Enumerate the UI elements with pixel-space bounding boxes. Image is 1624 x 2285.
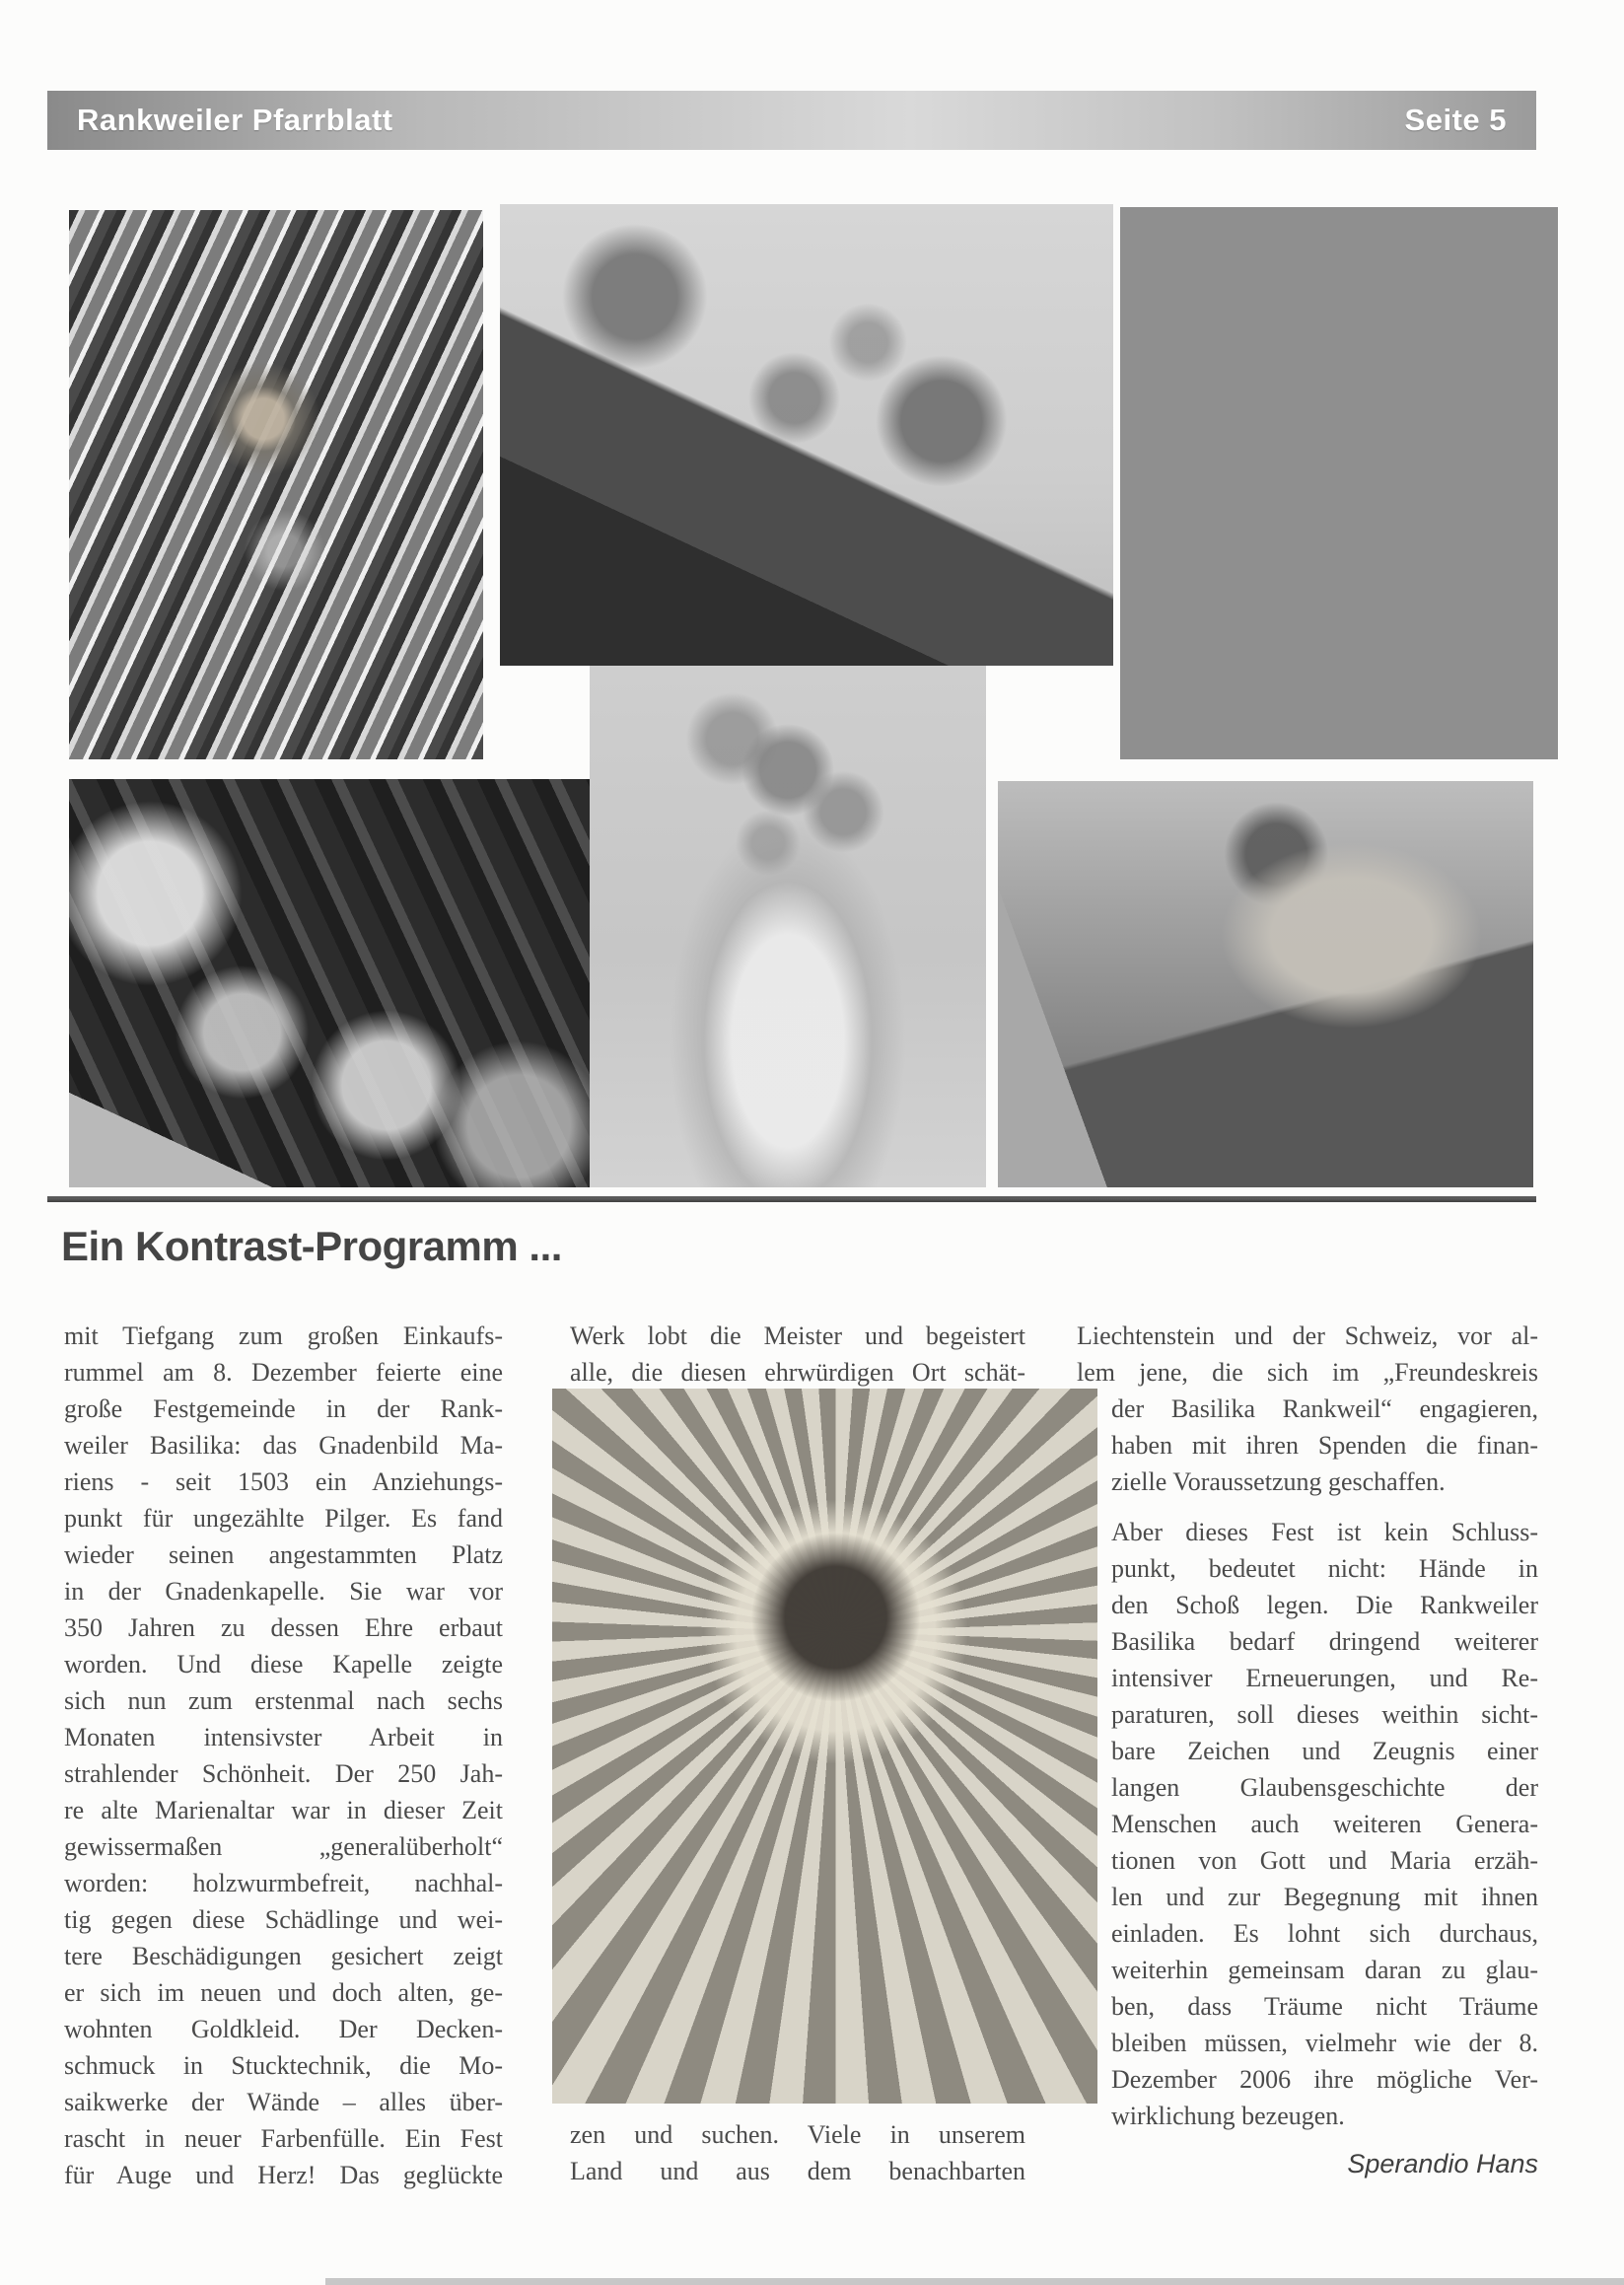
text-line: mit Tiefgang zum großen Einkaufs- <box>64 1321 503 1350</box>
text-line: tig gegen diese Schädlinge und wei- <box>64 1905 503 1934</box>
newsletter-title: Rankweiler Pfarrblatt <box>77 103 393 137</box>
text-line: Basilika bedarf dringend weiterer <box>1111 1627 1538 1656</box>
text-line: rummel am 8. Dezember feierte eine <box>64 1358 503 1387</box>
text-line: bleiben müssen, vielmehr wie der 8. <box>1111 2029 1538 2057</box>
text-line: re alte Marienaltar war in dieser Zeit <box>64 1796 503 1824</box>
header-bar <box>47 91 1536 150</box>
text-line: einladen. Es lohnt sich durchaus, <box>1111 1919 1538 1948</box>
photo-restorer-woman-at-work <box>1120 207 1558 759</box>
text-line: tionen von Gott und Maria erzäh- <box>1111 1846 1538 1875</box>
text-column-2-top <box>570 1318 1025 1391</box>
text-line: Liechtenstein und der Schweiz, vor al- <box>1077 1321 1538 1350</box>
text-line: Monaten intensivster Arbeit in <box>64 1723 503 1751</box>
text-line: den Schoß legen. Die Rankweiler <box>1111 1591 1538 1619</box>
text-line: Land und aus dem benachbarten <box>570 2157 1025 2185</box>
text-line: für Auge und Herz! Das geglückte <box>64 2161 503 2189</box>
text-line: zielle Voraussetzung geschaffen. <box>1111 1467 1446 1496</box>
text-line: paraturen, soll dieses weithin sicht- <box>1111 1700 1538 1729</box>
text-line: sich nun zum erstenmal nach sechs <box>64 1686 503 1715</box>
text-line: punkt, bedeutet nicht: Hände in <box>1111 1554 1538 1583</box>
text-line: strahlender Schönheit. Der 250 Jah- <box>64 1759 503 1788</box>
article-headline: Ein Kontrast-Programm ... <box>61 1223 562 1269</box>
text-line: Menschen auch weiteren Genera- <box>1111 1810 1538 1838</box>
text-line: gewissermaßen „generalüberholt“ <box>64 1832 503 1861</box>
text-line: alle, die diesen ehrwürdigen Ort schät- <box>570 1358 1025 1387</box>
text-line: tere Beschädigungen gesichert zeigt <box>64 1942 503 1970</box>
text-line: 350 Jahren zu dessen Ehre erbaut <box>64 1613 503 1642</box>
photo-gilded-altar-pediment-with-angels <box>500 204 1113 666</box>
text-line: lem jene, die sich im „Freundeskreis <box>1077 1358 1538 1387</box>
text-line: große Festgemeinde in der Rank- <box>64 1394 503 1423</box>
text-line: weiler Basilika: das Gnadenbild Ma- <box>64 1431 503 1460</box>
author-signature: Sperandio Hans <box>1347 2149 1538 2178</box>
text-line: bare Zeichen und Zeugnis einer <box>1111 1737 1538 1765</box>
text-line: schmuck in Stucktechnik, die Mo- <box>64 2051 503 2080</box>
paragraph-1-continued <box>1111 1391 1538 1500</box>
text-line: der Basilika Rankweil“ engagieren, <box>1111 1394 1538 1423</box>
text-column-3-body <box>1111 1391 1538 2182</box>
text-line: riens - seit 1503 ein Anziehungs- <box>64 1467 503 1496</box>
scan-edge-strip <box>325 2278 1624 2285</box>
text-line: worden: holzwurmbefreit, nachhal- <box>64 1869 503 1897</box>
text-line: zen und suchen. Viele in unserem <box>570 2120 1025 2149</box>
photo-baskets-with-restoration-tools <box>69 779 646 1187</box>
photo-madonna-altar-with-golden-rays <box>552 1389 1097 2104</box>
paragraph-2 <box>1111 1514 1538 2134</box>
text-column-2-bottom <box>570 2116 1025 2189</box>
text-line: Aber dieses Fest ist kein Schluss- <box>1111 1518 1538 1546</box>
page-number-label: Seite 5 <box>1404 103 1507 137</box>
text-line: saikwerke der Wände – alles über- <box>64 2088 503 2116</box>
photo-restorer-man-at-altar <box>998 781 1533 1187</box>
text-line: Werk lobt die Meister und begeistert <box>570 1321 1025 1350</box>
text-line: wieder seinen angestammten Platz <box>64 1540 503 1569</box>
text-line: wirklichung bezeugen. <box>1111 2102 1345 2130</box>
text-line: worden. Und diese Kapelle zeigte <box>64 1650 503 1678</box>
text-line: intensiver Erneuerungen, und Re- <box>1111 1664 1538 1692</box>
text-line: Dezember 2006 ihre mögliche Ver- <box>1111 2065 1538 2094</box>
text-line: wohnten Goldkleid. Der Decken- <box>64 2015 503 2043</box>
text-line: len und zur Begegnung mit ihnen <box>1111 1883 1538 1911</box>
text-column-3-top <box>1077 1318 1538 1391</box>
text-line: in der Gnadenkapelle. Sie war vor <box>64 1577 503 1606</box>
text-line: weiterhin gemeinsam daran zu glau- <box>1111 1956 1538 1984</box>
photo-organ-pipes-with-carved-angel <box>69 210 483 759</box>
text-line: ben, dass Träume nicht Träume <box>1111 1992 1538 2021</box>
text-column-1 <box>64 1318 503 2193</box>
text-line: haben mit ihren Spenden die finan- <box>1111 1431 1538 1460</box>
photo-stucco-flower-ornament <box>590 666 986 1187</box>
text-line: rascht in neuer Farbenfülle. Ein Fest <box>64 2124 503 2153</box>
text-line: punkt für ungezählte Pilger. Es fand <box>64 1504 503 1533</box>
horizontal-rule <box>47 1196 1536 1202</box>
text-line: er sich im neuen und doch alten, ge- <box>64 1978 503 2007</box>
text-line: langen Glaubensgeschichte der <box>1111 1773 1538 1802</box>
